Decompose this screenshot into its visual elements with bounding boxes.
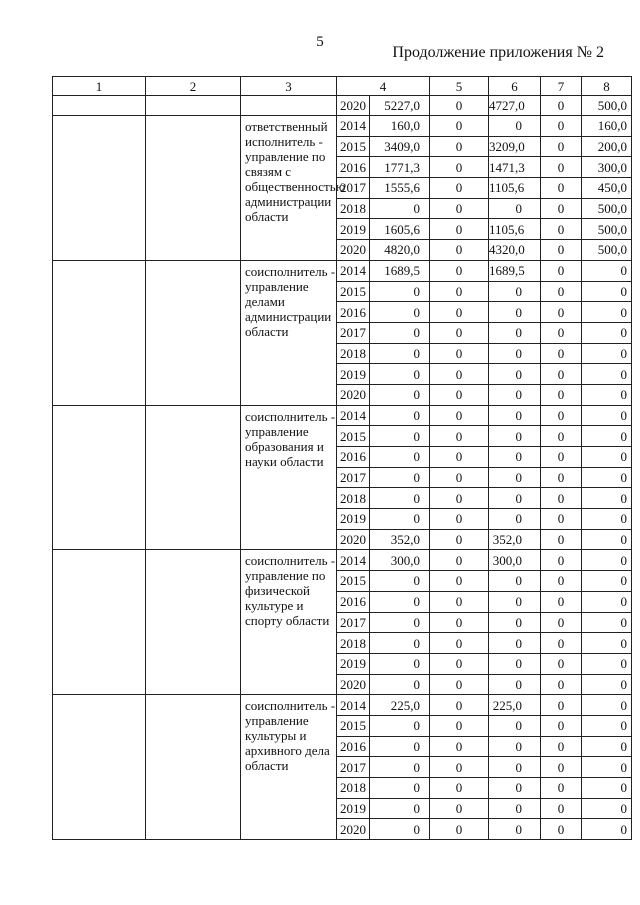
value-cell: 0	[541, 509, 582, 530]
value-cell: 0	[582, 364, 632, 385]
value-cell: 225,0	[489, 695, 541, 716]
value-cell: 0	[370, 509, 430, 530]
value-cell: 4727,0	[489, 96, 541, 116]
year-cell: 2020	[337, 240, 370, 261]
year-cell: 2015	[337, 426, 370, 447]
value-cell: 3409,0	[370, 136, 430, 157]
value-cell: 0	[370, 467, 430, 488]
value-cell: 200,0	[582, 136, 632, 157]
value-cell: 160,0	[582, 116, 632, 137]
year-cell: 2016	[337, 157, 370, 178]
value-cell: 0	[370, 633, 430, 654]
value-cell: 0	[489, 302, 541, 323]
value-cell: 0	[541, 674, 582, 695]
empty-cell	[146, 405, 241, 550]
value-cell: 0	[541, 302, 582, 323]
value-cell: 0	[541, 136, 582, 157]
table-row	[53, 96, 632, 116]
value-cell: 0	[582, 529, 632, 550]
value-cell: 0	[541, 322, 582, 343]
value-cell: 0	[430, 633, 489, 654]
value-cell: 0	[489, 798, 541, 819]
value-cell: 0	[541, 612, 582, 633]
value-cell: 0	[541, 384, 582, 405]
value-cell: 0	[430, 405, 489, 426]
responsible-cell: соисполнитель - управление образования и науки области	[241, 405, 337, 550]
value-cell: 0	[370, 591, 430, 612]
year-cell: 2020	[337, 819, 370, 840]
value-cell: 0	[370, 778, 430, 799]
value-cell: 0	[430, 260, 489, 281]
empty-cell	[53, 116, 146, 261]
value-cell: 0	[489, 571, 541, 592]
year-cell: 2018	[337, 778, 370, 799]
value-cell: 0	[370, 322, 430, 343]
value-cell: 0	[582, 488, 632, 509]
value-cell: 0	[582, 426, 632, 447]
value-cell: 0	[430, 674, 489, 695]
value-cell: 0	[582, 695, 632, 716]
year-cell: 2014	[337, 405, 370, 426]
value-cell: 0	[370, 384, 430, 405]
table-body	[53, 77, 632, 840]
value-cell: 225,0	[370, 695, 430, 716]
table-row	[53, 695, 632, 716]
value-cell: 0	[541, 550, 582, 571]
value-cell: 0	[582, 653, 632, 674]
value-cell: 0	[582, 281, 632, 302]
page-number: 5	[316, 34, 324, 50]
year-cell: 2015	[337, 281, 370, 302]
value-cell: 0	[489, 447, 541, 468]
empty-cell	[53, 695, 146, 840]
value-cell: 0	[430, 509, 489, 530]
value-cell: 160,0	[370, 116, 430, 137]
value-cell: 0	[582, 447, 632, 468]
value-cell: 1471,3	[489, 157, 541, 178]
value-cell: 0	[430, 364, 489, 385]
value-cell: 0	[430, 550, 489, 571]
value-cell: 0	[541, 405, 582, 426]
value-cell: 0	[489, 674, 541, 695]
empty-cell	[146, 695, 241, 840]
value-cell: 0	[430, 653, 489, 674]
value-cell: 0	[541, 178, 582, 199]
value-cell: 0	[489, 509, 541, 530]
value-cell: 0	[541, 529, 582, 550]
value-cell: 0	[582, 715, 632, 736]
header-cell: 5	[430, 77, 489, 96]
value-cell: 0	[370, 798, 430, 819]
value-cell: 0	[430, 219, 489, 240]
value-cell: 0	[489, 612, 541, 633]
year-cell: 2015	[337, 136, 370, 157]
empty-cell	[53, 550, 146, 695]
empty-cell	[53, 405, 146, 550]
table-row	[53, 405, 632, 426]
year-cell: 2015	[337, 571, 370, 592]
value-cell: 352,0	[370, 529, 430, 550]
value-cell: 450,0	[582, 178, 632, 199]
value-cell: 0	[541, 364, 582, 385]
value-cell: 0	[430, 198, 489, 219]
value-cell: 0	[541, 591, 582, 612]
year-cell: 2016	[337, 591, 370, 612]
value-cell: 0	[582, 633, 632, 654]
value-cell: 0	[489, 405, 541, 426]
value-cell: 0	[541, 467, 582, 488]
value-cell: 0	[582, 384, 632, 405]
value-cell: 0	[582, 260, 632, 281]
value-cell: 300,0	[370, 550, 430, 571]
value-cell: 0	[430, 116, 489, 137]
responsible-cell: ответственный исполнитель - управление по связям с общественностью администрации области	[241, 116, 337, 261]
value-cell: 0	[541, 426, 582, 447]
value-cell: 0	[489, 426, 541, 447]
table-row	[53, 550, 632, 571]
year-cell: 2017	[337, 322, 370, 343]
value-cell: 1605,6	[370, 219, 430, 240]
header-cell: 4	[337, 77, 430, 96]
year-cell: 2016	[337, 736, 370, 757]
value-cell: 0	[430, 447, 489, 468]
year-cell: 2017	[337, 467, 370, 488]
value-cell: 500,0	[582, 240, 632, 261]
value-cell: 0	[370, 736, 430, 757]
value-cell: 0	[541, 819, 582, 840]
value-cell: 1555,6	[370, 178, 430, 199]
value-cell: 500,0	[582, 198, 632, 219]
value-cell: 0	[430, 695, 489, 716]
year-cell: 2018	[337, 198, 370, 219]
value-cell: 0	[489, 343, 541, 364]
year-cell: 2020	[337, 96, 370, 116]
value-cell: 3209,0	[489, 136, 541, 157]
year-cell: 2015	[337, 715, 370, 736]
value-cell: 1105,6	[489, 219, 541, 240]
value-cell: 0	[370, 405, 430, 426]
value-cell: 0	[370, 198, 430, 219]
empty-cell	[146, 550, 241, 695]
value-cell: 0	[489, 488, 541, 509]
year-cell: 2014	[337, 550, 370, 571]
value-cell: 0	[489, 281, 541, 302]
value-cell: 300,0	[582, 157, 632, 178]
value-cell: 0	[582, 467, 632, 488]
value-cell: 0	[430, 240, 489, 261]
year-cell: 2017	[337, 178, 370, 199]
value-cell: 0	[430, 736, 489, 757]
value-cell: 0	[582, 509, 632, 530]
value-cell: 0	[582, 343, 632, 364]
empty-cell	[241, 96, 337, 116]
empty-cell	[53, 260, 146, 405]
value-cell: 0	[430, 571, 489, 592]
value-cell: 1105,6	[489, 178, 541, 199]
value-cell: 0	[541, 695, 582, 716]
year-cell: 2020	[337, 384, 370, 405]
value-cell: 0	[489, 322, 541, 343]
value-cell: 0	[541, 736, 582, 757]
value-cell: 0	[430, 778, 489, 799]
value-cell: 0	[582, 757, 632, 778]
value-cell: 1689,5	[489, 260, 541, 281]
year-cell: 2014	[337, 260, 370, 281]
value-cell: 500,0	[582, 219, 632, 240]
year-cell: 2017	[337, 612, 370, 633]
year-cell: 2016	[337, 302, 370, 323]
value-cell: 0	[489, 198, 541, 219]
value-cell: 0	[582, 571, 632, 592]
value-cell: 0	[541, 240, 582, 261]
value-cell: 0	[430, 819, 489, 840]
value-cell: 0	[430, 529, 489, 550]
value-cell: 0	[430, 715, 489, 736]
value-cell: 0	[582, 778, 632, 799]
value-cell: 0	[430, 426, 489, 447]
empty-cell	[146, 116, 241, 261]
value-cell: 0	[582, 736, 632, 757]
value-cell: 0	[489, 633, 541, 654]
value-cell: 0	[370, 447, 430, 468]
value-cell: 0	[489, 736, 541, 757]
value-cell: 0	[370, 757, 430, 778]
value-cell: 4320,0	[489, 240, 541, 261]
value-cell: 0	[430, 384, 489, 405]
table-row	[53, 116, 632, 137]
value-cell: 0	[541, 757, 582, 778]
value-cell: 0	[370, 281, 430, 302]
value-cell: 500,0	[582, 96, 632, 116]
year-cell: 2014	[337, 695, 370, 716]
value-cell: 0	[582, 550, 632, 571]
value-cell: 352,0	[489, 529, 541, 550]
budget-table	[52, 76, 632, 840]
year-cell: 2016	[337, 447, 370, 468]
value-cell: 0	[370, 653, 430, 674]
value-cell: 0	[430, 302, 489, 323]
value-cell: 0	[541, 198, 582, 219]
value-cell: 0	[582, 591, 632, 612]
value-cell: 0	[582, 612, 632, 633]
value-cell: 0	[582, 322, 632, 343]
value-cell: 0	[582, 798, 632, 819]
value-cell: 0	[541, 488, 582, 509]
year-cell: 2017	[337, 757, 370, 778]
year-cell: 2020	[337, 674, 370, 695]
empty-cell	[146, 260, 241, 405]
value-cell: 0	[370, 302, 430, 323]
value-cell: 0	[370, 426, 430, 447]
value-cell: 0	[541, 715, 582, 736]
year-cell: 2019	[337, 798, 370, 819]
value-cell: 0	[430, 612, 489, 633]
value-cell: 1689,5	[370, 260, 430, 281]
value-cell: 0	[541, 157, 582, 178]
value-cell: 0	[370, 715, 430, 736]
header-row	[53, 77, 632, 96]
value-cell: 0	[430, 488, 489, 509]
header-cell: 1	[53, 77, 146, 96]
value-cell: 0	[541, 798, 582, 819]
value-cell: 0	[541, 281, 582, 302]
value-cell: 0	[430, 798, 489, 819]
value-cell: 0	[370, 612, 430, 633]
value-cell: 0	[489, 116, 541, 137]
value-cell: 0	[430, 96, 489, 116]
responsible-cell: соисполнитель - управление культуры и архивного дела области	[241, 695, 337, 840]
year-cell: 2014	[337, 116, 370, 137]
value-cell: 4820,0	[370, 240, 430, 261]
value-cell: 0	[489, 715, 541, 736]
header-cell: 8	[582, 77, 632, 96]
value-cell: 0	[370, 488, 430, 509]
value-cell: 0	[430, 467, 489, 488]
value-cell: 0	[541, 653, 582, 674]
value-cell: 0	[541, 778, 582, 799]
value-cell: 0	[489, 591, 541, 612]
value-cell: 0	[430, 281, 489, 302]
value-cell: 0	[582, 819, 632, 840]
value-cell: 0	[370, 571, 430, 592]
value-cell: 0	[489, 819, 541, 840]
value-cell: 0	[370, 364, 430, 385]
value-cell: 5227,0	[370, 96, 430, 116]
value-cell: 0	[370, 674, 430, 695]
header-cell: 6	[489, 77, 541, 96]
year-cell: 2019	[337, 364, 370, 385]
year-cell: 2018	[337, 488, 370, 509]
value-cell: 0	[430, 322, 489, 343]
value-cell: 0	[370, 343, 430, 364]
year-cell: 2019	[337, 509, 370, 530]
value-cell: 0	[489, 364, 541, 385]
value-cell: 0	[582, 302, 632, 323]
value-cell: 0	[541, 343, 582, 364]
header-cell: 7	[541, 77, 582, 96]
empty-cell	[146, 96, 241, 116]
value-cell: 0	[541, 571, 582, 592]
year-cell: 2018	[337, 633, 370, 654]
value-cell: 300,0	[489, 550, 541, 571]
value-cell: 0	[430, 757, 489, 778]
value-cell: 0	[489, 384, 541, 405]
header-cell: 2	[146, 77, 241, 96]
header-cell: 3	[241, 77, 337, 96]
value-cell: 0	[582, 674, 632, 695]
value-cell: 0	[541, 633, 582, 654]
responsible-cell: соисполнитель - управление делами администрации области	[241, 260, 337, 405]
value-cell: 0	[489, 757, 541, 778]
value-cell: 0	[541, 447, 582, 468]
value-cell: 0	[370, 819, 430, 840]
value-cell: 0	[541, 219, 582, 240]
appendix-subtitle: Продолжение приложения № 2	[392, 44, 604, 61]
value-cell: 0	[582, 405, 632, 426]
value-cell: 0	[541, 96, 582, 116]
empty-cell	[53, 96, 146, 116]
value-cell: 0	[430, 136, 489, 157]
value-cell: 0	[430, 591, 489, 612]
value-cell: 0	[489, 653, 541, 674]
value-cell: 0	[430, 343, 489, 364]
value-cell: 0	[541, 260, 582, 281]
value-cell: 0	[430, 157, 489, 178]
value-cell: 1771,3	[370, 157, 430, 178]
table-row	[53, 260, 632, 281]
value-cell: 0	[489, 778, 541, 799]
year-cell: 2020	[337, 529, 370, 550]
year-cell: 2019	[337, 653, 370, 674]
value-cell: 0	[430, 178, 489, 199]
year-cell: 2018	[337, 343, 370, 364]
value-cell: 0	[489, 467, 541, 488]
year-cell: 2019	[337, 219, 370, 240]
responsible-cell: соисполнитель - управление по физической культуре и спорту области	[241, 550, 337, 695]
value-cell: 0	[541, 116, 582, 137]
